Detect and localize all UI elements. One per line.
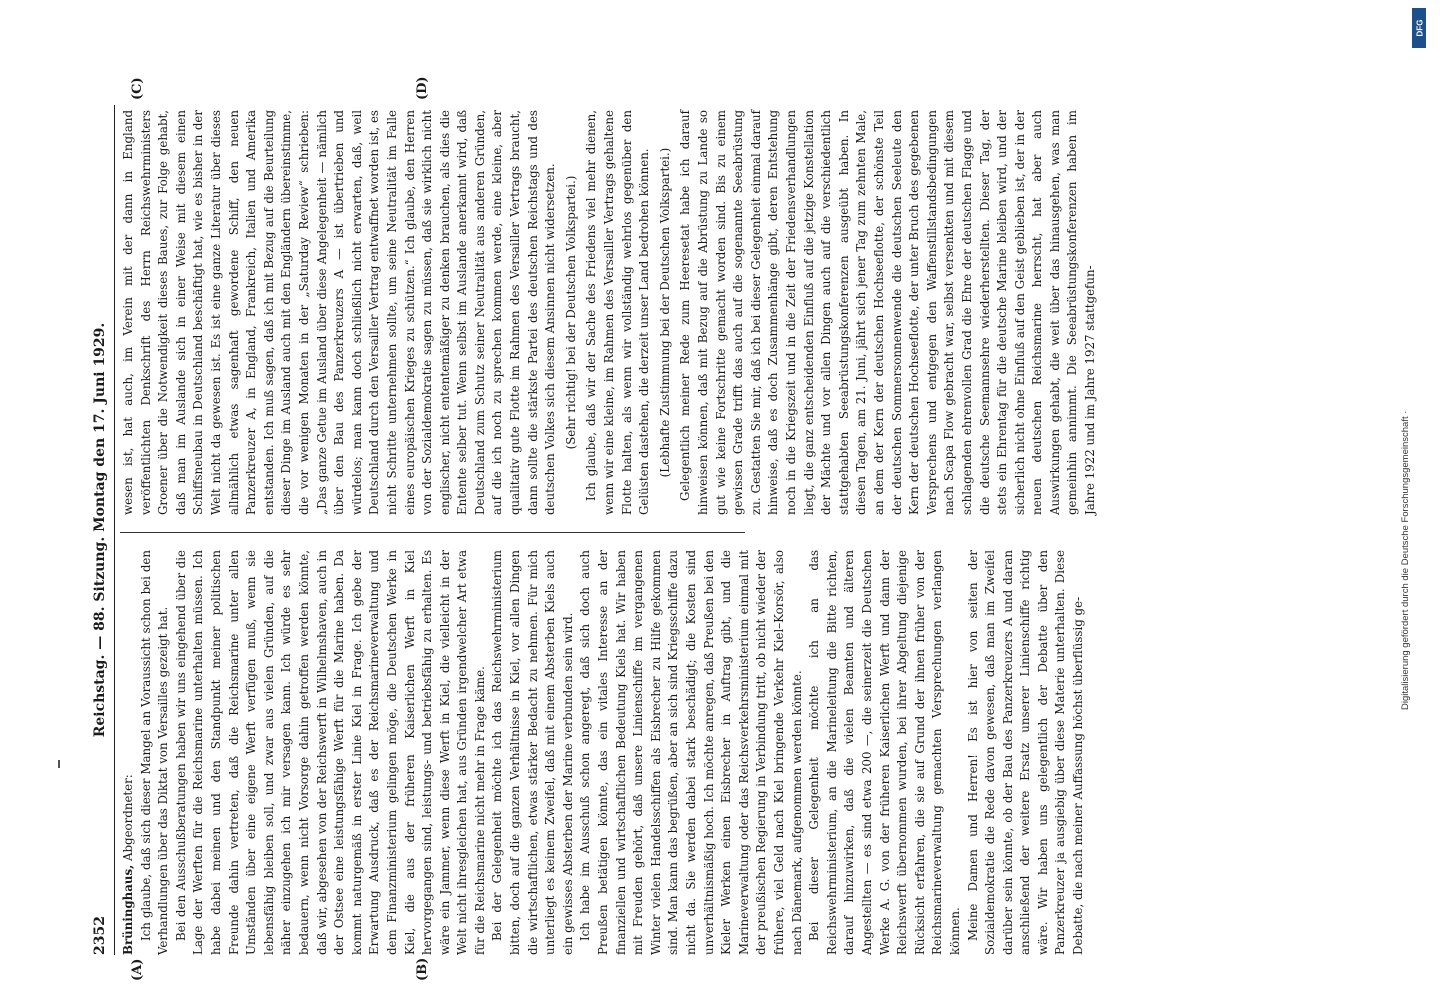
margin-marker-c: (C) bbox=[130, 77, 145, 100]
header-session: Reichstag. — 88. Sitzung. bbox=[92, 536, 108, 738]
header-date: Montag den 17. Juni 1929. bbox=[92, 322, 108, 532]
dfg-logo: DFG bbox=[1412, 8, 1426, 48]
interjection: (Lebhafte Zustimmung bei der Deutschen Volkspartei.) bbox=[657, 147, 672, 478]
newspaper-page bbox=[90, 76, 1098, 981]
paragraph: Ich glaube, daß sich dieser Mangel an Voraussicht schon bei den Verhandlungen über das Diktat von Versailles gezeigt hat. bbox=[138, 550, 171, 955]
paragraph: wesen ist, hat auch, im Verein mit der dann in England veröffentlichten Denkschrift des Herrn Reichswehrministers Groener über die Notwendigkeit dieses Baues, zur Folge gehabt, daß man im Auslande sich in einer Weise mit diesem einen Schiffsneubau in Deutschland beschäftigt hat, wie es bisher in der Welt nicht da gewesen ist. Es ist eine ganze Literatur über dieses allmählich etwas sagenhaft gewordene Schiff, den neuen Panzerkreuzer A, in England, Frankreich, Italien und Amerika entstanden. Ich muß sagen, daß ich mit Bezug auf die Beurteilung dieser Dinge im Ausland auch mit den Engländern übereinstimme, die vor wenigen Monaten in der „Saturday Review“ schrieben: „Das ganze Getue im Ausland über diese Angelegenheit — nämlich über den Bau des Panzerkreuzers A — ist übertrieben und würdelos; man kann doch schließlich nicht erwarten, daß, weil Deutschland durch den Versailler Vertrag entwaffnet worden ist, es nicht Schritte unternehmen sollte, um seine Neutralität im Falle eines europäischen Krieges zu schützen.“ Ich glaube, den Herren von der Sozialdemokratie sagen zu müssen, daß sie wirklich nicht englischer, nicht ententemäßiger zu denken brauchen, als dies die Entente selber tut. Wenn selbst im Auslande anerkannt wird, daß Deutschland zum Schutz seiner Neutralität aus anderen Gründen, auf die ich noch zu sprechen kommen werde, eine kleine, aber qualitativ gute Flotte im Rahmen des Versailler Vertrags braucht, dann sollte die stärkste Partei des deutschen Reichstags und des deutschen Volkes sich diesem Ansinnen nicht widersetzen. bbox=[121, 110, 558, 515]
paragraph: Bei der Gelegenheit möchte ich das Reichswehrministerium bitten, doch auf die ganzen Verhältnisse in Kiel, vor allen Dingen die wirtschaftlichen, etwas stärker Bedacht zu nehmen. Für mich unterliegt es keinem Zweifel, daß mit einem Absterben Kiels auch ein gewisses Absterben der Marine verbunden sein wird. bbox=[490, 550, 575, 955]
paragraph: Bei dieser Gelegenheit möchte ich an das Reichswehrministerium, an die Marineleitung die Bitte richten, darauf hinzuwirken, daß die vielen Beamten und älteren Angestellten — es sind etwa 200 —, die seinerzeit die Deutschen Werke A. G. von der früheren Kaiserlichen Werft und dann der Reichswerft übernommen wurden, bei ihrer Abgeltung diejenige Rücksicht erfahren, die sie auf Grund der ihnen früher von der Reichsmarineverwaltung gemachten Versprechungen verlangen können. bbox=[807, 550, 962, 955]
speaker-line bbox=[120, 550, 138, 955]
margin-marker-a: (A) bbox=[130, 958, 145, 981]
header-rule bbox=[114, 105, 115, 955]
paragraph: Bei den Ausschußberatungen haben wir uns eingehend über die Lage der Werften für die Reichsmarine unterhalten müssen. Ich habe dabei meinen und den Standpunkt meiner politischen Freunde dahin vertreten, daß die Reichsmarine unter allen Umständen über eine eigene Werft verfügen muß, wenn sie lebensfähig bleiben soll, und zwar aus vielen Gründen, auf die näher einzugehen ich mir versagen kann. Ich würde es sehr bedauern, wenn nicht Vorsorge dahin getroffen werden könnte, daß wir, abgesehen von der Reichswerft in Wilhelmshaven, auch in der Ostsee eine leistungsfähige Werft für die Marine haben. Da kommt naturgemäß in erster Linie Kiel in Frage. Ich gebe der Erwartung Ausdruck, daß es der Reichsmarineverwaltung und dem Finanzministerium gelingen möge, die Deutschen Werke in Kiel, die aus der früheren Kaiserlichen Werft in Kiel hervorgegangen sind, leistungs- und betriebsfähig zu erhalten. Es wäre ein Jammer, wenn diese Werft in Kiel, die vielleicht in der Welt nicht ihresgleichen hat, aus Gründen irgendwelcher Art etwa für die Reichsmarine nicht mehr in Frage käme. bbox=[173, 550, 487, 955]
speaker-role: Abgeordneter: bbox=[121, 774, 135, 862]
paragraph: Meine Damen und Herren! Es ist hier von seiten der Sozialdemokratie die Rede davon gewesen, daß man im Zweifel darüber sein könnte, ob der Bau des Panzerkreuzers A und daran anschließend der weitere Ersatz unserer Linienschiffe richtig wäre. Wir haben uns gelegentlich der Debatte über den Panzerkreuzer ja ausgiebig über diese Materie unterhalten. Diese Debatte, die nach meiner Auffassung höchst überflüssig ge- bbox=[965, 550, 1086, 955]
interjection: (Sehr richtig! bei der Deutschen Volkspartei.) bbox=[563, 175, 578, 450]
page-header bbox=[90, 105, 112, 955]
header-title bbox=[92, 105, 108, 955]
margin-marker-b: (B) bbox=[415, 957, 430, 981]
paragraph: Ich glaube, daß wir der Sache des Friedens viel mehr dienen, wenn wir eine kleine, im Rahmen des Versailler Vertrags gehaltene Flotte halten, als wenn wir vollständig wehrlos gegenüber den Gelüsten dastehen, die derzeit unser Land bedrohen können. bbox=[584, 110, 652, 515]
digitization-note: Digitalisierung gefördert durch die Deutsche Forschungsgemeinschaft · bbox=[1400, 410, 1411, 710]
paragraph: Ich habe im Ausschuß schon angeregt, daß sich doch auch Preußen betätigen könnte, das ein vitales Interesse an der finanziellen und wirtschaftlichen Bedeutung Kiels hat. Wir haben mit Freuden gehört, daß unsere Linienschiffe im vergangenen Winter vielen Handelsschiffen als Eisbrecher zu Hilfe gekommen sind. Man kann das begrüßen, aber an sich sind Kriegsschiffe dazu nicht da. Sie werden dabei stark beschädigt; die Kosten sind unverhältnismäßig hoch. Ich möchte anregen, daß Preußen bei den Kieler Werken einen Eisbrecher in Auftrag gibt, und die Marineverwaltung oder das Reichsverkehrsministerium einmal mit der preußischen Regierung in Verbindung tritt, ob nicht wieder der frühere, viel Geld nach Kiel bringende Verkehr Kiel–Korsör, also nach Dänemark, aufgenommen werden könnte. bbox=[578, 550, 804, 955]
right-column bbox=[120, 110, 1098, 515]
page-number: 2352 bbox=[92, 916, 108, 955]
speaker-name: Brüninghaus, bbox=[121, 864, 135, 955]
margin-marker-d: (D) bbox=[415, 76, 430, 100]
left-column bbox=[120, 550, 1086, 955]
column-divider bbox=[120, 532, 745, 533]
scan-mark bbox=[58, 760, 60, 768]
paragraph: Gelegentlich meiner Rede zum Heeresetat habe ich darauf hinweisen können, daß mit Bezug auf die Abrüstung zu Lande so gut wie keine Fortschritte gemacht worden sind. Bis zu einem gewissen Grade trifft das auch auf die sogenannte Seeabrüstung zu. Gestatten Sie mir, daß ich bei dieser Gelegenheit einmal darauf hinweise, daß es doch Zusammenhänge gibt, deren Entstehung noch in die Kriegszeit und in die Zeit der Friedensverhandlungen liegt, die ganz entscheidenden Einfluß auf die jetzige Konstellation der Mächte und vor allen Dingen auch auf die verschiedentlich stattgehabten Seeabrüstungskonferenzen ausgeübt haben. In diesen Tagen, am 21. Juni, jährt sich jener Tag zum zehnten Male, an dem der Kern der deutschen Hochseeflotte, der schönste Teil der deutschen Sommersonnenwende die deutschen Seeleute den Kern der deutschen Hochseeflotte, der unter Bruch des gegebenen Versprechens und entgegen den Waffenstillstandsbedingungen nach Scapa Flow gebracht war, selbst versenkten und mit diesem schlagenden ehrenvollen Grad die Ehre der deutschen Flagge und die deutsche Seemannsehre wiederherstellten. Dieser Tag, der stets ein Ehrentag für die deutsche Marine bleiben wird, und der sicherlich nicht ohne Einfluß auf den Geist geblieben ist, der in der neuen deutschen Reichsmarine herrscht, hat aber auch Auswirkungen gehabt, die weit über das hinausgehen, was man gemeinhin annimmt. Die Seeabrüstungskonferenzen haben im Jahre 1922 und im Jahre 1927 stattgefun- bbox=[678, 110, 1098, 515]
